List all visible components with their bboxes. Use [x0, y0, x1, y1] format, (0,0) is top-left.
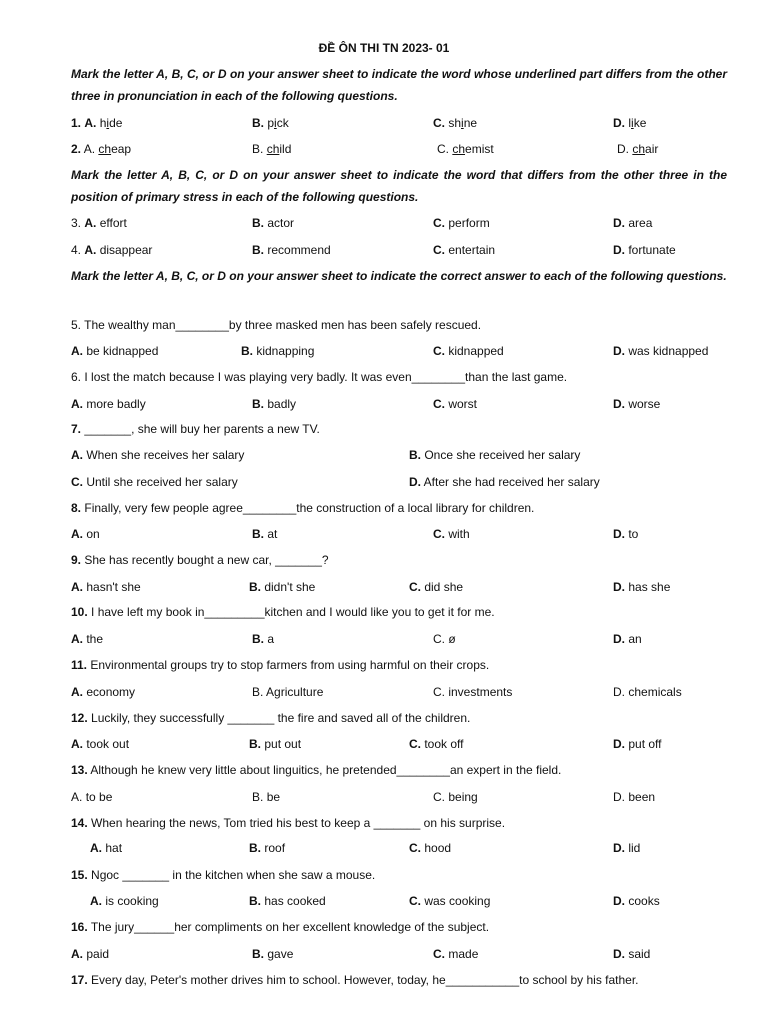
option-letter: A.	[71, 397, 83, 411]
option-text: entertain	[448, 243, 496, 257]
option-2c	[437, 142, 494, 156]
option-text: hasn't she	[86, 580, 141, 594]
option-text: has cooked	[264, 894, 326, 908]
option-letter: D.	[613, 947, 625, 961]
underlined-part: i	[631, 116, 634, 130]
option-3b	[252, 216, 294, 230]
option-text: effort	[99, 216, 127, 230]
option-letter: B.	[249, 580, 261, 594]
option-letter: D.	[613, 344, 625, 358]
question-number: 7.	[71, 422, 82, 436]
question-14	[71, 816, 505, 830]
option-12a	[71, 737, 129, 751]
option-12d	[613, 737, 661, 751]
option-text: said	[628, 947, 651, 961]
option-letter: A.	[71, 632, 83, 646]
option-letter: C.	[433, 685, 445, 699]
option-text: is cooking	[105, 894, 159, 908]
question-number: 5.	[71, 318, 82, 332]
option-13d	[613, 790, 655, 804]
option-letter: B.	[409, 448, 421, 462]
option-letter: D.	[613, 243, 625, 257]
question-stem: Although he knew very little about linguitics, he pretended________an expert in the field.	[90, 763, 562, 777]
underlined-part: ch	[452, 142, 466, 156]
option-text: a	[267, 632, 275, 646]
option-10a	[71, 632, 103, 646]
option-7c	[71, 475, 238, 489]
option-letter: D.	[613, 632, 625, 646]
option-letter: D.	[613, 685, 625, 699]
option-11a	[71, 685, 135, 699]
option-4c	[433, 243, 495, 257]
option-text: disappear	[99, 243, 153, 257]
option-4b	[252, 243, 331, 257]
option-letter: A.	[90, 841, 102, 855]
option-text: sh	[448, 116, 462, 130]
option-letter: D.	[617, 142, 629, 156]
option-letter: A.	[90, 894, 102, 908]
option-text: roof	[264, 841, 286, 855]
question-3	[71, 216, 127, 230]
question-stem: _______, she will buy her parents a new TV.	[84, 422, 320, 436]
underlined-part: i	[274, 116, 277, 130]
option-14a	[90, 841, 122, 855]
option-text: to	[628, 527, 639, 541]
question-15	[71, 868, 375, 882]
option-8b	[252, 527, 277, 541]
option-16b	[252, 947, 293, 961]
option-text: Until she received her salary	[86, 475, 238, 489]
option-letter: B.	[249, 894, 261, 908]
option-11c	[433, 685, 512, 699]
option-letter: C.	[409, 580, 421, 594]
option-text: been	[628, 790, 656, 804]
option-text: perform	[448, 216, 490, 230]
option-text: at	[267, 527, 278, 541]
question-12	[71, 711, 470, 725]
option-14c	[409, 841, 451, 855]
question-8	[71, 501, 534, 515]
option-text: lid	[628, 841, 641, 855]
option-letter: A.	[84, 243, 97, 257]
option-letter: A.	[71, 344, 83, 358]
option-14b	[249, 841, 285, 855]
option-text: didn't she	[264, 580, 316, 594]
option-5a	[71, 344, 158, 358]
option-13a	[71, 790, 112, 804]
option-text: p	[267, 116, 275, 130]
option-7b	[409, 448, 580, 462]
option-text: gave	[267, 947, 294, 961]
option-10b	[252, 632, 274, 646]
option-text: emist	[465, 142, 494, 156]
option-letter: B.	[252, 116, 264, 130]
option-2b	[252, 142, 291, 156]
option-text: eap	[111, 142, 132, 156]
question-number: 16.	[71, 920, 88, 934]
option-letter: C.	[71, 475, 83, 489]
option-letter: D.	[613, 580, 625, 594]
option-text: cooks	[628, 894, 660, 908]
option-letter: C.	[433, 243, 445, 257]
option-text: When she receives her salary	[86, 448, 245, 462]
option-letter: B.	[252, 216, 264, 230]
option-text: ne	[463, 116, 478, 130]
option-5b	[241, 344, 314, 358]
option-9a	[71, 580, 141, 594]
question-number: 14.	[71, 816, 88, 830]
underlined-part: ch	[98, 142, 112, 156]
option-letter: B.	[252, 790, 264, 804]
option-letter: A.	[71, 448, 83, 462]
option-8a	[71, 527, 100, 541]
option-letter: B.	[252, 397, 264, 411]
option-9c	[409, 580, 463, 594]
section-3-instruction: Mark the letter A, B, C, or D on your answer sheet to indicate the correct answer to each of the following questions.	[71, 269, 727, 283]
question-stem: Environmental groups try to stop farmers from using harmful on their crops.	[90, 658, 490, 672]
section-1-instruction: Mark the letter A, B, C, or D on your answer sheet to indicate the word whose underlined part differs from the other three in pronunciation in each of the following questions.	[71, 67, 727, 103]
option-text: has she	[628, 580, 671, 594]
option-letter: C.	[433, 397, 445, 411]
option-text: be	[266, 790, 281, 804]
option-letter: D.	[613, 894, 625, 908]
question-1	[71, 116, 122, 130]
underlined-part: ch	[632, 142, 646, 156]
question-number: 10.	[71, 605, 88, 619]
option-letter: B.	[252, 947, 264, 961]
option-letter: A.	[84, 216, 97, 230]
option-letter: B.	[249, 737, 261, 751]
question-13	[71, 763, 561, 777]
question-2	[71, 142, 131, 156]
option-6a	[71, 397, 146, 411]
question-number: 2.	[71, 142, 82, 156]
underlined-part: i	[106, 116, 110, 130]
option-letter: B.	[252, 685, 264, 699]
question-number: 9.	[71, 553, 82, 567]
option-3d	[613, 216, 652, 230]
option-letter: D.	[613, 841, 625, 855]
option-letter: C.	[433, 344, 445, 358]
question-9	[71, 553, 329, 567]
option-letter: A.	[71, 737, 83, 751]
question-number: 1.	[71, 116, 82, 130]
option-letter: C.	[409, 841, 421, 855]
option-letter: A.	[84, 116, 97, 130]
option-letter: C.	[433, 527, 445, 541]
option-8d	[613, 527, 638, 541]
option-letter: C.	[409, 737, 421, 751]
option-text: hood	[424, 841, 452, 855]
option-text: economy	[86, 685, 136, 699]
option-text: took off	[424, 737, 464, 751]
option-text: ke	[633, 116, 647, 130]
question-stem: Ngoc _______ in the kitchen when she saw a mouse.	[91, 868, 376, 882]
question-number: 17.	[71, 973, 88, 987]
option-text: ø	[448, 632, 456, 646]
option-12b	[249, 737, 301, 751]
option-text: hat	[105, 841, 123, 855]
option-8c	[433, 527, 470, 541]
option-letter: D.	[613, 790, 625, 804]
option-text: Agriculture	[266, 685, 324, 699]
question-stem: I lost the match because I was playing very badly. It was even________than the last game.	[84, 370, 568, 384]
question-stem: The jury______her compliments on her excellent knowledge of the subject.	[90, 920, 490, 934]
option-text: area	[628, 216, 653, 230]
option-letter: D.	[613, 737, 625, 751]
question-6	[71, 370, 567, 384]
question-number: 4.	[71, 243, 82, 257]
option-text: ck	[276, 116, 289, 130]
option-letter: B.	[241, 344, 253, 358]
option-15b	[249, 894, 326, 908]
option-letter: D.	[409, 475, 421, 489]
option-15d	[613, 894, 660, 908]
option-text: the	[86, 632, 104, 646]
option-letter: C.	[433, 947, 445, 961]
option-10c	[433, 632, 456, 646]
option-text: After she had received her salary	[423, 475, 600, 489]
option-text: on	[86, 527, 100, 541]
question-4	[71, 243, 152, 257]
option-6c	[433, 397, 477, 411]
option-13c	[433, 790, 478, 804]
option-text: worse	[628, 397, 661, 411]
option-letter: C.	[433, 216, 445, 230]
option-letter: A.	[71, 685, 83, 699]
question-stem: She has recently bought a new car, _______?	[84, 553, 329, 567]
question-stem: I have left my book in_________kitchen and I would like you to get it for me.	[91, 605, 495, 619]
option-3c	[433, 216, 490, 230]
option-letter: D.	[613, 216, 625, 230]
option-letter: A.	[71, 527, 83, 541]
option-text: actor	[267, 216, 295, 230]
option-text: took out	[86, 737, 130, 751]
option-text: recommend	[267, 243, 331, 257]
option-text: worst	[448, 397, 478, 411]
option-letter: B.	[252, 632, 264, 646]
option-text: badly	[267, 397, 297, 411]
option-6b	[252, 397, 296, 411]
option-11d	[613, 685, 682, 699]
option-text: be kidnapped	[86, 344, 159, 358]
option-letter: D.	[613, 116, 625, 130]
option-14d	[613, 841, 640, 855]
option-letter: A.	[71, 947, 83, 961]
option-text: being	[448, 790, 478, 804]
question-stem: Every day, Peter's mother drives him to school. However, today, he___________to school by his father.	[91, 973, 639, 987]
question-number: 6.	[71, 370, 82, 384]
option-letter: C.	[433, 632, 445, 646]
option-letter: C.	[433, 116, 445, 130]
option-16a	[71, 947, 109, 961]
question-stem: When hearing the news, Tom tried his best to keep a _______ on his surprise.	[91, 816, 506, 830]
option-text: h	[99, 116, 107, 130]
option-text: put out	[264, 737, 302, 751]
option-letter: D.	[613, 527, 625, 541]
option-text: was cooking	[424, 894, 491, 908]
question-5	[71, 318, 481, 332]
option-1c	[433, 116, 477, 130]
question-stem: The wealthy man________by three masked men has been safely rescued.	[84, 318, 482, 332]
question-16	[71, 920, 489, 934]
question-number: 13.	[71, 763, 88, 777]
option-16d	[613, 947, 650, 961]
option-text: with	[448, 527, 470, 541]
option-15a	[90, 894, 159, 908]
question-number: 11.	[71, 658, 88, 672]
option-text: an	[628, 632, 642, 646]
option-text: ild	[279, 142, 292, 156]
option-text: chemicals	[628, 685, 682, 699]
exam-title: ĐỀ ÔN THI TN 2023- 01	[318, 41, 450, 55]
option-2d	[617, 142, 658, 156]
option-text: paid	[86, 947, 110, 961]
option-letter: B.	[249, 841, 261, 855]
option-text: more badly	[86, 397, 146, 411]
option-15c	[409, 894, 490, 908]
option-letter: D.	[613, 397, 625, 411]
option-7d	[409, 475, 600, 489]
option-11b	[252, 685, 323, 699]
question-number: 8.	[71, 501, 82, 515]
option-5c	[433, 344, 504, 358]
option-letter: A.	[71, 790, 83, 804]
option-5d	[613, 344, 708, 358]
option-letter: B.	[252, 243, 264, 257]
question-11	[71, 658, 489, 672]
option-letter: C.	[409, 894, 421, 908]
option-letter: B.	[252, 142, 264, 156]
option-7a	[71, 448, 244, 462]
option-text: put off	[628, 737, 662, 751]
option-text: fortunate	[628, 243, 676, 257]
option-10d	[613, 632, 642, 646]
option-12c	[409, 737, 463, 751]
option-text: kidnapping	[256, 344, 315, 358]
question-10	[71, 605, 495, 619]
option-text: did she	[424, 580, 464, 594]
option-text: to be	[85, 790, 113, 804]
option-1d	[613, 116, 646, 130]
underlined-part: i	[461, 116, 464, 130]
option-1b	[252, 116, 289, 130]
question-7	[71, 422, 320, 436]
option-text: made	[448, 947, 479, 961]
option-6d	[613, 397, 660, 411]
option-9b	[249, 580, 315, 594]
option-text: l	[628, 116, 632, 130]
option-letter: B.	[252, 527, 264, 541]
option-13b	[252, 790, 280, 804]
question-17	[71, 973, 639, 987]
question-number: 12.	[71, 711, 88, 725]
option-letter: A.	[71, 580, 83, 594]
option-letter: A.	[83, 142, 96, 156]
option-text: air	[645, 142, 659, 156]
option-text: de	[109, 116, 123, 130]
option-text: Once she received her salary	[424, 448, 581, 462]
question-number: 15.	[71, 868, 88, 882]
question-number: 3.	[71, 216, 82, 230]
option-16c	[433, 947, 478, 961]
option-text: kidnapped	[448, 344, 504, 358]
option-text: was kidnapped	[628, 344, 709, 358]
option-letter: C.	[437, 142, 449, 156]
option-9d	[613, 580, 670, 594]
underlined-part: ch	[266, 142, 280, 156]
option-4d	[613, 243, 676, 257]
question-stem: Luckily, they successfully _______ the fire and saved all of the children.	[91, 711, 471, 725]
option-letter: C.	[433, 790, 445, 804]
question-stem: Finally, very few people agree________the construction of a local library for children.	[84, 501, 535, 515]
option-text: investments	[448, 685, 513, 699]
section-2-instruction: Mark the letter A, B, C, or D on your answer sheet to indicate the word that differs from the other three in the position of primary stress in each of the following questions.	[71, 168, 727, 204]
